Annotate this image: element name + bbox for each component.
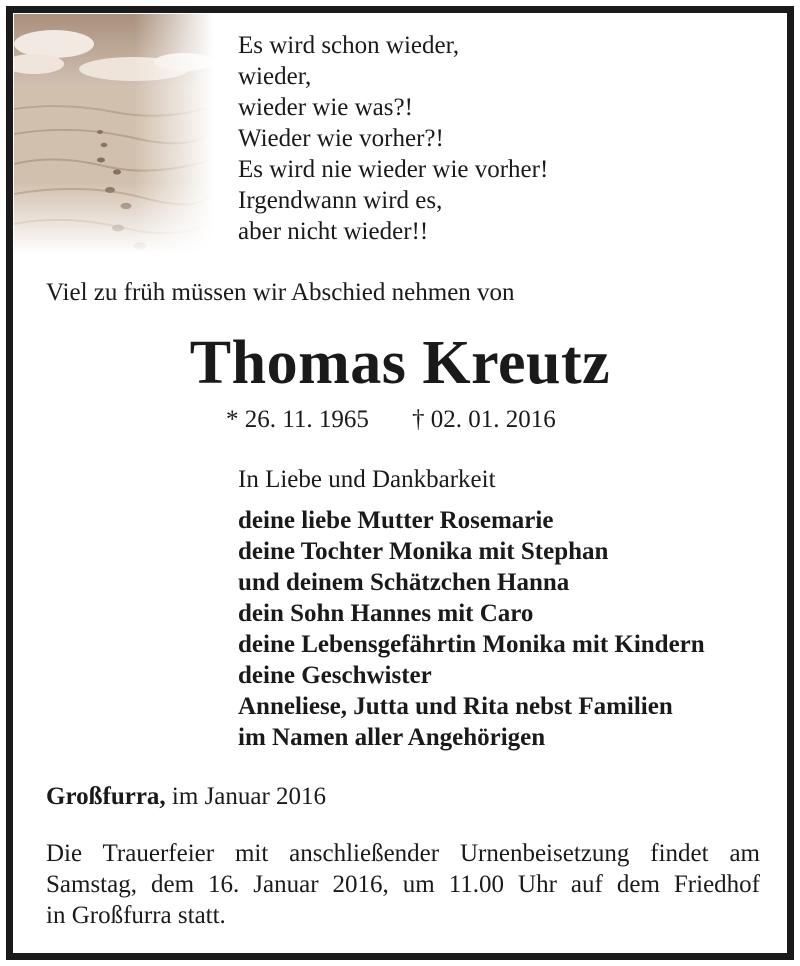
mourner-line: deine Geschwister (238, 662, 432, 689)
poem (238, 30, 548, 247)
notice-line: Die Trauerfeier mit anschließender Urnenbeisetzung findet am (46, 840, 760, 867)
place-date-line (46, 783, 326, 811)
place-name: Großfurra, (46, 783, 166, 810)
funeral-notice (46, 838, 760, 931)
mourners-list (238, 505, 705, 753)
mourner-line: deine Tochter Monika mit Stephan (238, 538, 609, 565)
mourner-line: und deinem Schätzchen Hanna (238, 569, 570, 596)
deceased-name: Thomas Kreutz (189, 329, 611, 397)
mourner-line: Anneliese, Jutta und Rita nebst Familien (238, 693, 673, 720)
poem-line: Es wird nie wieder wie vorher! (238, 156, 549, 183)
poem-line: wieder, (238, 63, 312, 90)
poem-line: wieder wie was?! (238, 94, 413, 121)
poem-line: Wieder wie vorher?! (238, 125, 444, 152)
mourner-line: deine Lebensgefährtin Monika mit Kindern (238, 631, 705, 658)
death-date: † 02. 01. 2016 (412, 406, 556, 433)
poem-line: aber nicht wieder!! (238, 218, 429, 245)
place-date: im Januar 2016 (165, 783, 327, 810)
mourner-line: dein Sohn Hannes mit Caro (238, 600, 534, 627)
desert-footprints-photo (14, 14, 214, 254)
notice-line: in Großfurra statt. (46, 902, 226, 929)
notice-line: Samstag, dem 16. Januar 2016, um 11.00 Uhr auf dem Friedhof (46, 871, 760, 898)
birth-date: * 26. 11. 1965 (226, 406, 369, 433)
mourner-line: im Namen aller Angehörigen (238, 724, 546, 751)
poem-line: Irgendwann wird es, (238, 187, 443, 214)
love-line: In Liebe und Dankbarkeit (238, 466, 496, 493)
mourner-line: deine liebe Mutter Rosemarie (238, 507, 554, 534)
poem-line: Es wird schon wieder, (238, 32, 460, 59)
intro-text: Viel zu früh müssen wir Abschied nehmen von (46, 279, 515, 306)
